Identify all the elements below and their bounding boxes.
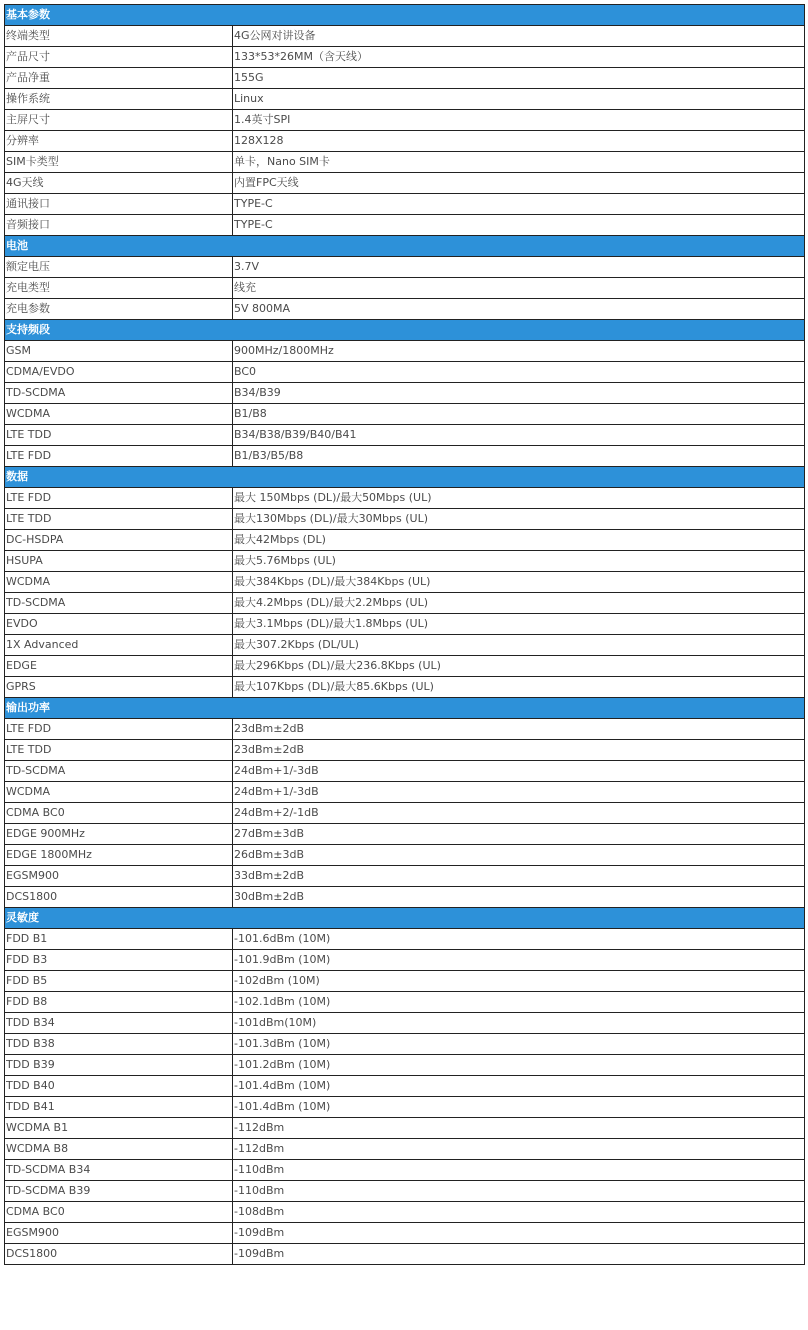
param-name: GPRS	[5, 677, 233, 698]
table-row	[5, 1118, 805, 1139]
param-value: B34/B38/B39/B40/B41	[233, 425, 805, 446]
table-row	[5, 362, 805, 383]
table-row	[5, 887, 805, 908]
param-value: 单卡，Nano SIM卡	[233, 152, 805, 173]
param-name: WCDMA	[5, 404, 233, 425]
table-row	[5, 761, 805, 782]
param-value: B1/B8	[233, 404, 805, 425]
param-name: EGSM900	[5, 866, 233, 887]
table-row	[5, 299, 805, 320]
param-name: DCS1800	[5, 887, 233, 908]
section-header	[5, 698, 805, 719]
param-name: TDD B38	[5, 1034, 233, 1055]
param-value: TYPE-C	[233, 194, 805, 215]
param-value: 最大107Kbps (DL)/最大85.6Kbps (UL)	[233, 677, 805, 698]
table-row	[5, 1076, 805, 1097]
table-row	[5, 656, 805, 677]
param-name: TD-SCDMA	[5, 593, 233, 614]
table-row	[5, 173, 805, 194]
section-title: 输出功率	[5, 698, 805, 719]
param-name: DC-HSDPA	[5, 530, 233, 551]
table-row	[5, 530, 805, 551]
table-row	[5, 929, 805, 950]
param-name: LTE TDD	[5, 425, 233, 446]
param-name: 充电类型	[5, 278, 233, 299]
param-value: -101.4dBm (10M)	[233, 1076, 805, 1097]
table-row	[5, 950, 805, 971]
table-row	[5, 194, 805, 215]
section-header	[5, 236, 805, 257]
param-name: WCDMA B1	[5, 1118, 233, 1139]
param-value: 最大384Kbps (DL)/最大384Kbps (UL)	[233, 572, 805, 593]
param-value: -101.2dBm (10M)	[233, 1055, 805, 1076]
param-value: 23dBm±2dB	[233, 740, 805, 761]
param-name: 产品净重	[5, 68, 233, 89]
param-value: 26dBm±3dB	[233, 845, 805, 866]
table-row	[5, 1244, 805, 1265]
param-value: B34/B39	[233, 383, 805, 404]
param-name: 音频接口	[5, 215, 233, 236]
section-title: 数据	[5, 467, 805, 488]
param-name: TD-SCDMA B39	[5, 1181, 233, 1202]
table-row	[5, 992, 805, 1013]
param-name: 分辨率	[5, 131, 233, 152]
param-value: 128X128	[233, 131, 805, 152]
table-row	[5, 446, 805, 467]
table-row	[5, 677, 805, 698]
param-name: 通讯接口	[5, 194, 233, 215]
param-value: -108dBm	[233, 1202, 805, 1223]
param-name: WCDMA B8	[5, 1139, 233, 1160]
param-value: B1/B3/B5/B8	[233, 446, 805, 467]
param-name: TDD B34	[5, 1013, 233, 1034]
table-row	[5, 551, 805, 572]
param-value: 133*53*26MM（含天线）	[233, 47, 805, 68]
param-value: -112dBm	[233, 1139, 805, 1160]
table-row	[5, 47, 805, 68]
param-name: FDD B5	[5, 971, 233, 992]
param-value: 最大130Mbps (DL)/最大30Mbps (UL)	[233, 509, 805, 530]
table-row	[5, 1097, 805, 1118]
table-row	[5, 425, 805, 446]
section-header	[5, 320, 805, 341]
param-name: 操作系统	[5, 89, 233, 110]
param-value: BC0	[233, 362, 805, 383]
param-name: DCS1800	[5, 1244, 233, 1265]
param-name: LTE TDD	[5, 740, 233, 761]
param-name: TDD B40	[5, 1076, 233, 1097]
table-row	[5, 635, 805, 656]
param-value: 最大3.1Mbps (DL)/最大1.8Mbps (UL)	[233, 614, 805, 635]
param-value: 线充	[233, 278, 805, 299]
table-row	[5, 152, 805, 173]
param-name: EGSM900	[5, 1223, 233, 1244]
table-row	[5, 509, 805, 530]
param-name: 产品尺寸	[5, 47, 233, 68]
spec-table-body	[5, 5, 805, 1265]
param-name: CDMA BC0	[5, 1202, 233, 1223]
param-name: 1X Advanced	[5, 635, 233, 656]
param-name: 充电参数	[5, 299, 233, 320]
table-row	[5, 572, 805, 593]
param-value: 最大42Mbps (DL)	[233, 530, 805, 551]
param-value: 4G公网对讲设备	[233, 26, 805, 47]
param-name: EDGE 1800MHz	[5, 845, 233, 866]
table-row	[5, 341, 805, 362]
table-row	[5, 1223, 805, 1244]
param-name: LTE FDD	[5, 446, 233, 467]
table-row	[5, 1202, 805, 1223]
table-row	[5, 1160, 805, 1181]
param-value: 27dBm±3dB	[233, 824, 805, 845]
table-row	[5, 68, 805, 89]
param-name: 主屏尺寸	[5, 110, 233, 131]
section-title: 电池	[5, 236, 805, 257]
param-name: TD-SCDMA B34	[5, 1160, 233, 1181]
table-row	[5, 614, 805, 635]
param-value: 最大296Kbps (DL)/最大236.8Kbps (UL)	[233, 656, 805, 677]
table-row	[5, 593, 805, 614]
table-row	[5, 26, 805, 47]
param-name: TDD B41	[5, 1097, 233, 1118]
table-row	[5, 824, 805, 845]
param-name: CDMA/EVDO	[5, 362, 233, 383]
param-value: -110dBm	[233, 1160, 805, 1181]
table-row	[5, 215, 805, 236]
param-name: FDD B3	[5, 950, 233, 971]
param-value: -102.1dBm (10M)	[233, 992, 805, 1013]
param-value: 内置FPC天线	[233, 173, 805, 194]
table-row	[5, 845, 805, 866]
section-title: 基本参数	[5, 5, 805, 26]
param-name: EVDO	[5, 614, 233, 635]
param-name: 终端类型	[5, 26, 233, 47]
param-value: -110dBm	[233, 1181, 805, 1202]
table-row	[5, 803, 805, 824]
param-name: TD-SCDMA	[5, 383, 233, 404]
table-row	[5, 131, 805, 152]
table-row	[5, 719, 805, 740]
param-name: CDMA BC0	[5, 803, 233, 824]
param-name: TDD B39	[5, 1055, 233, 1076]
param-value: 30dBm±2dB	[233, 887, 805, 908]
param-value: 900MHz/1800MHz	[233, 341, 805, 362]
param-value: 最大5.76Mbps (UL)	[233, 551, 805, 572]
table-row	[5, 866, 805, 887]
param-value: 最大307.2Kbps (DL/UL)	[233, 635, 805, 656]
param-name: HSUPA	[5, 551, 233, 572]
param-value: 23dBm±2dB	[233, 719, 805, 740]
table-row	[5, 1034, 805, 1055]
param-value: -109dBm	[233, 1223, 805, 1244]
param-value: 1.4英寸SPI	[233, 110, 805, 131]
param-name: LTE TDD	[5, 509, 233, 530]
param-value: 24dBm+1/-3dB	[233, 782, 805, 803]
table-row	[5, 1181, 805, 1202]
param-value: 3.7V	[233, 257, 805, 278]
param-value: -101.9dBm (10M)	[233, 950, 805, 971]
param-value: 24dBm+1/-3dB	[233, 761, 805, 782]
table-row	[5, 1139, 805, 1160]
param-name: SIM卡类型	[5, 152, 233, 173]
param-name: 额定电压	[5, 257, 233, 278]
section-title: 灵敏度	[5, 908, 805, 929]
section-header	[5, 5, 805, 26]
table-row	[5, 404, 805, 425]
table-row	[5, 1055, 805, 1076]
param-name: EDGE	[5, 656, 233, 677]
param-value: TYPE-C	[233, 215, 805, 236]
table-row	[5, 971, 805, 992]
table-row	[5, 383, 805, 404]
param-value: 最大4.2Mbps (DL)/最大2.2Mbps (UL)	[233, 593, 805, 614]
param-name: 4G天线	[5, 173, 233, 194]
table-row	[5, 740, 805, 761]
table-row	[5, 782, 805, 803]
param-name: EDGE 900MHz	[5, 824, 233, 845]
section-header	[5, 467, 805, 488]
table-row	[5, 110, 805, 131]
param-value: -101dBm(10M)	[233, 1013, 805, 1034]
param-value: 33dBm±2dB	[233, 866, 805, 887]
param-name: GSM	[5, 341, 233, 362]
table-row	[5, 89, 805, 110]
table-row	[5, 278, 805, 299]
param-name: FDD B8	[5, 992, 233, 1013]
table-row	[5, 1013, 805, 1034]
table-row	[5, 488, 805, 509]
param-name: WCDMA	[5, 572, 233, 593]
param-name: TD-SCDMA	[5, 761, 233, 782]
param-value: 5V 800MA	[233, 299, 805, 320]
spec-table	[4, 4, 805, 1265]
param-value: Linux	[233, 89, 805, 110]
section-title: 支持频段	[5, 320, 805, 341]
param-name: LTE FDD	[5, 488, 233, 509]
section-header	[5, 908, 805, 929]
param-value: -101.4dBm (10M)	[233, 1097, 805, 1118]
param-value: -101.3dBm (10M)	[233, 1034, 805, 1055]
param-name: LTE FDD	[5, 719, 233, 740]
param-value: -109dBm	[233, 1244, 805, 1265]
param-value: 24dBm+2/-1dB	[233, 803, 805, 824]
param-value: 最大 150Mbps (DL)/最大50Mbps (UL)	[233, 488, 805, 509]
table-row	[5, 257, 805, 278]
param-value: 155G	[233, 68, 805, 89]
param-value: -101.6dBm (10M)	[233, 929, 805, 950]
param-value: -102dBm (10M)	[233, 971, 805, 992]
param-name: FDD B1	[5, 929, 233, 950]
param-name: WCDMA	[5, 782, 233, 803]
param-value: -112dBm	[233, 1118, 805, 1139]
